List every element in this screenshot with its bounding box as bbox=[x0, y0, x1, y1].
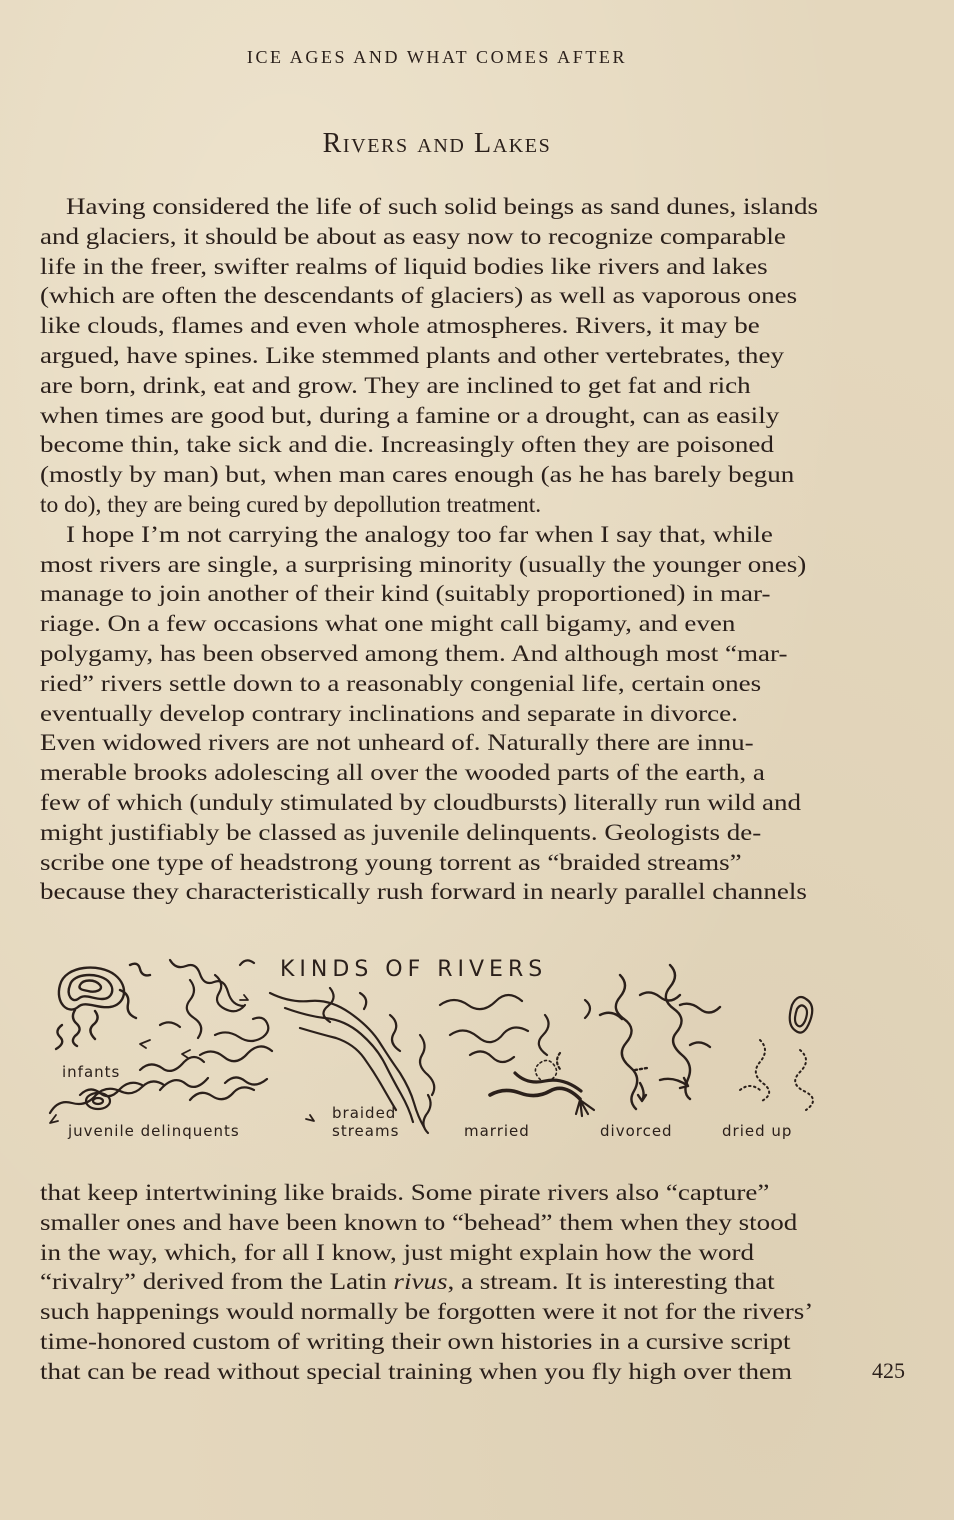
body-text-bottom bbox=[40, 1179, 830, 1388]
label-braided-streams: braided streams bbox=[332, 1104, 400, 1140]
body-top-line: to do), they are being cured by depollution treatment. bbox=[40, 491, 542, 518]
figure-title: KINDS OF RIVERS bbox=[280, 957, 548, 982]
infants-drawing bbox=[56, 964, 150, 1049]
body-top-line: and glaciers, it should be about as easy now to recognize comparable bbox=[40, 223, 786, 250]
body-top-line: when times are good but, during a famine or a drought, can as easily bbox=[40, 402, 780, 429]
body-top-line: like clouds, flames and even whole atmospheres. Rivers, it may be bbox=[40, 313, 760, 340]
body-top-line: might justifiably be classed as juvenile delinquents. Geologists de- bbox=[40, 819, 762, 846]
body-top-line: merable brooks adolescing all over the wooded parts of the earth, a bbox=[40, 760, 765, 787]
label-married: married bbox=[464, 1122, 530, 1140]
branching-river-drawing bbox=[160, 960, 268, 1041]
body-top-line: because they characteristically rush forward in nearly parallel channels bbox=[40, 879, 807, 906]
dried-up-drawing bbox=[740, 1040, 813, 1110]
body-text-top bbox=[40, 193, 830, 908]
body-top-line: eventually develop contrary inclinations and separate in divorce. bbox=[40, 700, 738, 727]
body-top-line: Having considered the life of such solid beings as sand dunes, islands bbox=[66, 194, 819, 220]
body-bottom-line: such happenings would normally be forgotten were it not for the rivers’ bbox=[40, 1299, 814, 1326]
body-top-line: ried” rivers settle down to a reasonably congenial life, certain ones bbox=[40, 670, 762, 697]
dried-up-lake bbox=[790, 997, 813, 1033]
body-bottom-line: in the way, which, for all I know, just might explain how the word bbox=[40, 1239, 755, 1266]
body-top-line: riage. On a few occasions what one might call bigamy, and even bbox=[40, 611, 736, 638]
body-top-line: few of which (unduly stimulated by cloudbursts) literally run wild and bbox=[40, 789, 802, 816]
text-run: , a stream. It is interesting that bbox=[447, 1269, 775, 1296]
label-infants: infants bbox=[62, 1063, 121, 1081]
body-top-line: I hope I’m not carrying the analogy too far when I say that, while bbox=[66, 521, 773, 548]
body-top-line: Even widowed rivers are not unheard of. Naturally there are innu- bbox=[40, 730, 754, 757]
body-top-line: become thin, take sick and die. Increasingly often they are poisoned bbox=[40, 432, 774, 459]
body-top-line: life in the freer, swifter realms of liquid bodies like rivers and lakes bbox=[40, 253, 768, 280]
body-bottom-line bbox=[40, 1268, 830, 1298]
italic-word: rivus bbox=[393, 1269, 448, 1296]
flow-arrows bbox=[50, 995, 314, 1123]
body-top-line: argued, have spines. Like stemmed plants and other vertebrates, they bbox=[40, 342, 784, 369]
body-bottom-line: time-honored custom of writing their own histories in a cursive script bbox=[40, 1328, 791, 1355]
label-juvenile-delinquents: juvenile delinquents bbox=[68, 1122, 240, 1140]
section-title: Rivers and Lakes bbox=[322, 128, 552, 159]
label-dried-up: dried up bbox=[722, 1122, 793, 1140]
body-bottom-line: that keep intertwining like braids. Some pirate rivers also “capture” bbox=[40, 1180, 770, 1206]
label-divorced: divorced bbox=[600, 1122, 673, 1140]
kinds-of-rivers-illustration bbox=[40, 945, 840, 1150]
body-top-line: polygamy, has been observed among them. And although most “mar- bbox=[40, 640, 788, 667]
body-top-line: (which are often the descendants of glaciers) as well as vaporous ones bbox=[40, 283, 798, 310]
page-number: 425 bbox=[872, 1358, 905, 1383]
text-run: “rivalry” derived from the Latin bbox=[40, 1269, 394, 1296]
body-top-line: manage to join another of their kind (suitably proportioned) in mar- bbox=[40, 581, 771, 608]
divorced-drawing bbox=[600, 965, 720, 1109]
body-bottom-line: smaller ones and have been known to “behead” them when they stood bbox=[40, 1209, 798, 1236]
running-head: ICE AGES AND WHAT COMES AFTER bbox=[246, 47, 628, 67]
body-top-line: most rivers are single, a surprising minority (usually the younger ones) bbox=[40, 551, 807, 578]
body-top-line: are born, drink, eat and grow. They are inclined to get fat and rich bbox=[40, 372, 751, 399]
body-bottom-line: that can be read without special training when you fly high over them bbox=[40, 1358, 792, 1385]
body-top-line: (mostly by man) but, when man cares enough (as he has barely begun bbox=[40, 462, 795, 489]
married-drawing bbox=[440, 995, 594, 1116]
body-top-line: scribe one type of headstrong young torrent as “braided streams” bbox=[40, 849, 742, 876]
